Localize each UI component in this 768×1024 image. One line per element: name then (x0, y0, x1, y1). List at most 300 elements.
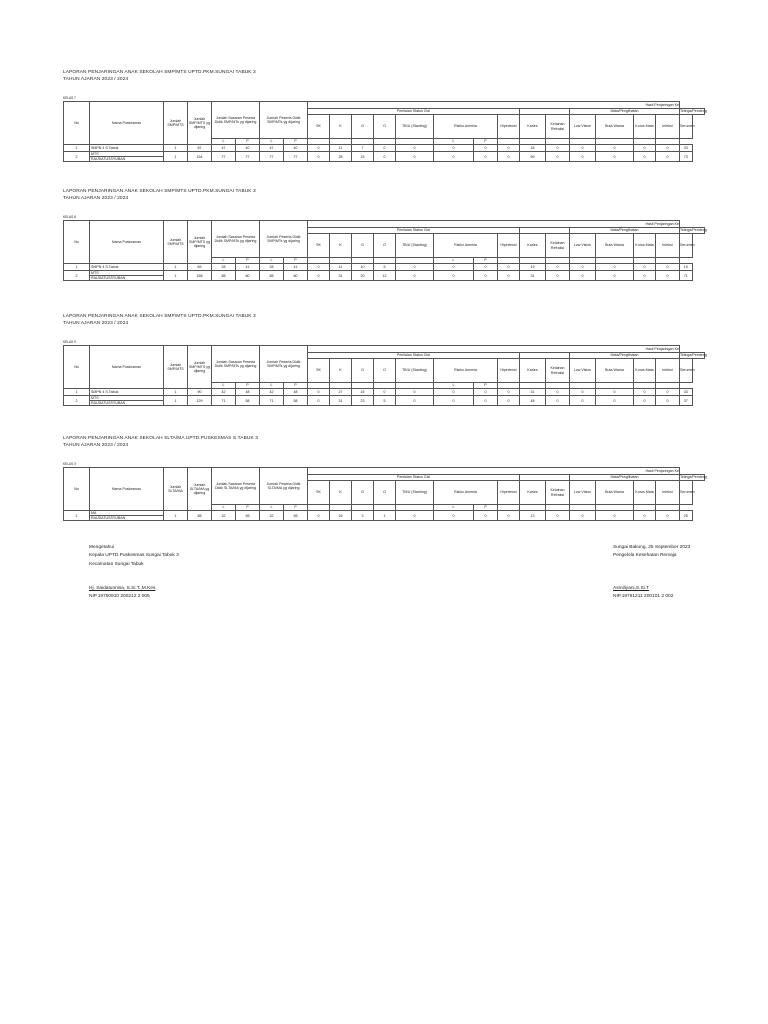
col-low-vision-header: Low Vision (570, 234, 596, 258)
row-pp: 77 (284, 152, 308, 162)
col-sk-header: SK (308, 234, 330, 258)
peserta-l-header: L (260, 505, 284, 511)
col-g-header: G (352, 115, 374, 139)
row-inf: 0 (656, 389, 680, 396)
row-kar: 31 (520, 389, 546, 396)
col-kurus-mata-header: Kurus Mata (634, 359, 656, 383)
hasil-header: Hasil Penjaringan Ke (308, 102, 680, 109)
row-sk: 0 (308, 511, 330, 521)
row-kel: 0 (546, 511, 570, 521)
col-kelainan-header: Kelainan Refraksi (546, 359, 570, 383)
row-sl: 77 (212, 152, 236, 162)
row-inf: 0 (656, 396, 680, 406)
telinga-header: Telinga/Pendeng (680, 475, 707, 480)
report-title: LAPORAN PENJARINGAN ANAK SEKOLAH SLTA/MA UPTD.PUSKESMAS S.TABUK 3 (63, 436, 258, 441)
row-o: 0 (374, 145, 396, 152)
row-pp: 40 (284, 145, 308, 152)
row-kel: 0 (546, 145, 570, 152)
row-sp: 56 (236, 511, 260, 521)
col-nama-header: Nama Puskesmas (90, 221, 164, 264)
sig-right-name: Asmiliyani,S.Si.T (613, 585, 649, 591)
row-ser: 19 (680, 264, 693, 271)
mata-header: Mata/Penglihatan (570, 475, 680, 481)
col-buta-warna-header: Buta Warna (596, 359, 634, 383)
row-ap: 0 (474, 271, 498, 281)
row-dijaring: 154 (188, 152, 212, 162)
col-peserta-header: Jumlah Peserta Didik SMP/MTs yg dijaring (260, 346, 308, 383)
row-sl: 47 (212, 145, 236, 152)
col-nama-header: Nama Puskesmas (90, 346, 164, 389)
row-nama: SMPN 4 S.Tabuk (90, 264, 164, 271)
telinga-header: Telinga/Pendeng (680, 109, 707, 114)
row-o: 5 (374, 396, 396, 406)
peserta-l-header: L (260, 139, 284, 145)
sig-left-nip: NIP.19750910 200212 2 005 (89, 594, 150, 600)
status-gizi-header: Penilaian Status Gizi (308, 228, 520, 234)
row-k: 11 (330, 264, 352, 271)
anemia-l-header: L (434, 258, 474, 264)
row-hip: 0 (498, 389, 520, 396)
col-karies-header: Karies (520, 359, 546, 383)
col-g-header: G (352, 359, 374, 383)
row-no: 2 (64, 271, 90, 281)
row-o: 12 (374, 271, 396, 281)
row-no: 1 (64, 511, 90, 521)
row-g: 15 (352, 152, 374, 162)
sasaran-l-header: L (212, 139, 236, 145)
row-nama (90, 396, 164, 406)
col-tbu-header: TB/U (Stanting) (396, 481, 434, 505)
row-no: 1 (64, 389, 90, 396)
report-table (63, 220, 705, 281)
row-g: 20 (352, 271, 374, 281)
col-o-header: O (374, 234, 396, 258)
table-row (64, 264, 705, 271)
col-low-vision-header: Low Vision (570, 481, 596, 505)
row-kur: 0 (634, 511, 656, 521)
row-kar: 13 (520, 511, 546, 521)
row-low: 0 (570, 396, 596, 406)
row-hip: 0 (498, 271, 520, 281)
col-buta-warna-header: Buta Warna (596, 115, 634, 139)
row-nama: SMPN 4 S.Tabuk (90, 389, 164, 396)
row-al: 0 (434, 396, 474, 406)
report-table (63, 345, 705, 406)
col-k-header: K (330, 234, 352, 258)
row-sk: 0 (308, 396, 330, 406)
row-pl: 77 (260, 152, 284, 162)
col-no-header: No (64, 346, 90, 389)
col-o-header: O (374, 481, 396, 505)
col-sasaran-header: Jumlah Sasaran Peserta Didik SMP/MTs yg dijaring (212, 346, 260, 383)
report-year: TAHUN AJARAN 2023 / 2024 (63, 320, 129, 326)
table-row (64, 271, 705, 281)
row-buta: 0 (596, 152, 634, 162)
row-tb: 0 (396, 396, 434, 406)
row-kar: 19 (520, 264, 546, 271)
row-low: 0 (570, 511, 596, 521)
kelas-label: KELAS 7 (63, 96, 76, 100)
row-hip: 0 (498, 152, 520, 162)
row-no: 1 (64, 145, 90, 152)
row-ser: 71 (680, 271, 693, 281)
row-no: 2 (64, 396, 90, 406)
col-hipertensi-header: Hipertensi (498, 115, 520, 139)
row-ap: 0 (474, 389, 498, 396)
row-sk: 0 (308, 152, 330, 162)
col-k-header: K (330, 115, 352, 139)
row-ser: 37 (680, 396, 693, 406)
col-kurus-mata-header: Kurus Mata (634, 115, 656, 139)
row-no: 2 (64, 152, 90, 162)
row-tb: 0 (396, 264, 434, 271)
row-buta: 0 (596, 511, 634, 521)
col-hipertensi-header: Hipertensi (498, 234, 520, 258)
col-sk-header: SK (308, 481, 330, 505)
status-gizi-header: Penilaian Status Gizi (308, 109, 520, 115)
sig-left-name: Hj. Saidatunnisa, S.Si.T.,M.Kes (89, 585, 156, 591)
col-karies-header: Karies (520, 115, 546, 139)
col-o-header: O (374, 359, 396, 383)
col-g-header: G (352, 234, 374, 258)
row-g: 7 (352, 145, 374, 152)
row-g: 15 (352, 389, 374, 396)
sig-left-line3: Kecamatan Sungai Tabuk (89, 561, 144, 567)
kelas-label: KELAS 8 (63, 215, 76, 219)
col-kurus-mata-header: Kurus Mata (634, 481, 656, 505)
row-inf: 0 (656, 264, 680, 271)
row-ser: 33 (680, 389, 693, 396)
sig-right-nip: NIP.19761211 200101 2 002 (613, 594, 674, 600)
sasaran-p-header: P (236, 505, 260, 511)
col-infeksi-header: Infeksi (656, 481, 680, 505)
table-row (64, 511, 705, 521)
row-pp: 56 (284, 511, 308, 521)
row-inf: 0 (656, 152, 680, 162)
row-kur: 0 (634, 264, 656, 271)
row-sl: 71 (212, 396, 236, 406)
anemia-p-header: P (474, 505, 498, 511)
row-no: 1 (64, 264, 90, 271)
anemia-l-header: L (434, 139, 474, 145)
row-tb: 0 (396, 271, 434, 281)
row-hip: 0 (498, 396, 520, 406)
report-year: TAHUN AJARAN 2023 / 2024 (63, 195, 129, 201)
anemia-p-header: P (474, 258, 498, 264)
row-al: 0 (434, 389, 474, 396)
row-al: 0 (434, 152, 474, 162)
row-hip: 0 (498, 264, 520, 271)
col-anemia-header: Risiko Anemia (434, 234, 498, 258)
col-no-header: No (64, 102, 90, 145)
sig-right-line2: Pengelola Kesehatan Remaja (613, 553, 677, 559)
row-g: 3 (352, 511, 374, 521)
row-kar: 59 (520, 152, 546, 162)
sasaran-l-header: L (212, 505, 236, 511)
report-table (63, 467, 705, 521)
row-sekolah: 1 (164, 396, 188, 406)
row-buta: 0 (596, 264, 634, 271)
col-no-header: No (64, 468, 90, 511)
anemia-p-header: P (474, 139, 498, 145)
col-anemia-header: Risiko Anemia (434, 115, 498, 139)
col-low-vision-header: Low Vision (570, 359, 596, 383)
row-nama-main: MA (91, 511, 97, 515)
col-serumen-header: Serumen (680, 359, 693, 383)
row-buta: 0 (596, 145, 634, 152)
report-year: TAHUN AJARAN 2023 / 2024 (63, 76, 129, 82)
col-peserta-header: Jumlah Peserta Didik SMP/MTs yg dijaring (260, 102, 308, 139)
report-title: LAPORAN PENJARINGAN ANAK SEKOLAH SMP/MTS UPTD.PKM.SUNGAI TABUK 3 (63, 189, 256, 194)
col-jumlah-sekolah-header: Jumlah SMP/MTS (164, 221, 188, 264)
row-g: 10 (352, 264, 374, 271)
row-tb: 0 (396, 152, 434, 162)
col-peserta-header: Jumlah Peserta Didik SLTA/MA yg dijaring (260, 468, 308, 505)
row-sp: 48 (236, 389, 260, 396)
col-nama-header: Nama Puskesmas (90, 102, 164, 145)
row-pl: 71 (260, 396, 284, 406)
row-sk: 0 (308, 145, 330, 152)
hasil-header: Hasil Penjaringan Ke (308, 468, 680, 475)
report-title: LAPORAN PENJARINGAN ANAK SEKOLAH SMP/MTS UPTD.PKM.SUNGAI TABUK 3 (63, 314, 256, 319)
row-kur: 0 (634, 389, 656, 396)
row-low: 0 (570, 145, 596, 152)
row-sekolah: 1 (164, 271, 188, 281)
sig-left-line2: Kepala UPTD.Puskesmas Sungai Tabuk 3 (89, 553, 179, 559)
row-low: 0 (570, 152, 596, 162)
peserta-p-header: P (284, 258, 308, 264)
row-kar: 48 (520, 396, 546, 406)
row-buta: 0 (596, 389, 634, 396)
anemia-p-header: P (474, 383, 498, 389)
row-ap: 0 (474, 152, 498, 162)
col-sk-header: SK (308, 359, 330, 383)
anemia-l-header: L (434, 383, 474, 389)
row-k: 31 (330, 396, 352, 406)
col-tbu-header: TB/U (Stanting) (396, 115, 434, 139)
row-buta: 0 (596, 271, 634, 281)
row-sk: 0 (308, 389, 330, 396)
col-karies-header: Karies (520, 481, 546, 505)
row-sl: 42 (212, 389, 236, 396)
row-dijaring: 88 (188, 511, 212, 521)
col-buta-warna-header: Buta Warna (596, 234, 634, 258)
row-inf: 0 (656, 145, 680, 152)
col-dijaring-header: Jumlah SMP/MTS yg dijaring (188, 221, 212, 264)
row-dijaring: 129 (188, 396, 212, 406)
row-pp: 48 (284, 389, 308, 396)
hasil-header: Hasil Penjaringan Ke (308, 346, 680, 353)
row-ser: 73 (680, 152, 693, 162)
row-k: 28 (330, 152, 352, 162)
col-k-header: K (330, 359, 352, 383)
col-infeksi-header: Infeksi (656, 115, 680, 139)
row-sekolah: 1 (164, 152, 188, 162)
row-sk: 0 (308, 264, 330, 271)
col-serumen-header: Serumen (680, 234, 693, 258)
col-kelainan-header: Kelainan Refraksi (546, 234, 570, 258)
row-ser: 25 (680, 511, 692, 521)
kelas-label: KELAS X (63, 462, 77, 466)
col-sk-header: SK (308, 115, 330, 139)
col-kurus-mata-header: Kurus Mata (634, 234, 656, 258)
sasaran-p-header: P (236, 383, 260, 389)
col-k-header: K (330, 481, 352, 505)
row-low: 0 (570, 271, 596, 281)
sig-right-line1: Sungai Bakung, 25 September 2023 (613, 545, 691, 550)
row-low: 0 (570, 264, 596, 271)
mata-header: Mata/Penglihatan (570, 353, 680, 359)
row-kur: 0 (634, 271, 656, 281)
row-sp: 77 (236, 152, 260, 162)
row-g: 23 (352, 396, 374, 406)
table-row (64, 389, 705, 396)
row-sp: 41 (236, 264, 260, 271)
row-hip: 0 (498, 145, 520, 152)
row-nama-main: MTS (91, 271, 99, 275)
table-row (64, 145, 705, 152)
row-k: 27 (330, 389, 352, 396)
row-k: 31 (330, 271, 352, 281)
row-hip: 0 (498, 511, 520, 521)
col-sasaran-header: Jumlah Sasaran Peserta Didik SLTA/MA yg dijaring (212, 468, 260, 505)
row-pl: 42 (260, 389, 284, 396)
peserta-l-header: L (260, 383, 284, 389)
row-nama (90, 511, 164, 521)
row-nama (90, 271, 164, 281)
table-row (64, 152, 705, 162)
row-nama-extra: RAUDATUSSYUBAN (90, 400, 163, 405)
hasil-header: Hasil Penjaringan Ke (308, 221, 680, 228)
row-al: 0 (434, 271, 474, 281)
col-sasaran-header: Jumlah Sasaran Peserta Didik SMP/MTs yg dijaring (212, 102, 260, 139)
row-kur: 0 (634, 396, 656, 406)
signature-right (613, 544, 690, 601)
col-nama-header: Nama Puskesmas (90, 468, 164, 511)
row-ap: 0 (474, 145, 498, 152)
col-anemia-header: Risiko Anemia (434, 359, 498, 383)
sasaran-p-header: P (236, 258, 260, 264)
col-kelainan-header: Kelainan Refraksi (546, 481, 570, 505)
anemia-l-header: L (434, 505, 474, 511)
row-nama: SMPN 4 S.Tabuk (90, 145, 164, 152)
peserta-l-header: L (260, 258, 284, 264)
mata-header: Mata/Penglihatan (570, 228, 680, 234)
col-hipertensi-header: Hipertensi (498, 359, 520, 383)
row-sp: 40 (236, 145, 260, 152)
sasaran-p-header: P (236, 139, 260, 145)
row-pp: 80 (284, 271, 308, 281)
row-sekolah: 1 (164, 264, 188, 271)
row-ser: 33 (680, 145, 693, 152)
table-row (64, 396, 705, 406)
row-o: 0 (374, 389, 396, 396)
col-hipertensi-header: Hipertensi (498, 481, 520, 505)
col-dijaring-header: Jumlah SMP/MTS yg dijaring (188, 102, 212, 145)
report-title: LAPORAN PENJARINGAN ANAK SEKOLAH SMP/MTS UPTD.PKM.SUNGAI TABUK 3 (63, 70, 256, 75)
row-pl: 88 (260, 271, 284, 281)
row-low: 0 (570, 389, 596, 396)
col-jumlah-sekolah-header: Jumlah SLTA/MA (164, 468, 188, 511)
col-g-header: G (352, 481, 374, 505)
row-kar: 31 (520, 271, 546, 281)
col-jumlah-sekolah-header: Jumlah SMP/MTS (164, 102, 188, 145)
row-tb: 0 (396, 511, 434, 521)
col-infeksi-header: Infeksi (656, 359, 680, 383)
row-o: 0 (374, 152, 396, 162)
telinga-header: Telinga/Pendeng (680, 228, 707, 233)
row-ap: 0 (474, 264, 498, 271)
row-tb: 0 (396, 145, 434, 152)
row-dijaring: 168 (188, 271, 212, 281)
row-sl: 28 (212, 264, 236, 271)
row-nama-main: MTS (91, 396, 99, 400)
row-ap: 0 (474, 396, 498, 406)
peserta-p-header: P (284, 139, 308, 145)
col-serumen-header: Serumen (680, 115, 693, 139)
col-serumen-header: Serumen (680, 481, 692, 505)
peserta-p-header: P (284, 383, 308, 389)
row-k: 11 (330, 145, 352, 152)
row-kel: 0 (546, 396, 570, 406)
status-gizi-header: Penilaian Status Gizi (308, 353, 520, 359)
col-low-vision-header: Low Vision (570, 115, 596, 139)
row-kur: 0 (634, 152, 656, 162)
row-o: 5 (374, 264, 396, 271)
col-o-header: O (374, 115, 396, 139)
row-kel: 0 (546, 152, 570, 162)
row-kel: 0 (546, 389, 570, 396)
row-pl: 47 (260, 145, 284, 152)
peserta-p-header: P (284, 505, 308, 511)
row-sekolah: 1 (164, 389, 188, 396)
row-ap: 0 (474, 511, 498, 521)
kelas-label: KELAS 9 (63, 340, 76, 344)
row-kar: 18 (520, 145, 546, 152)
col-buta-warna-header: Buta Warna (596, 481, 634, 505)
col-dijaring-header: Jumlah SLTA/MA yg dijaring (188, 468, 212, 511)
col-dijaring-header: Jumlah SMP/MTS yg dijaring (188, 346, 212, 389)
sasaran-l-header: L (212, 258, 236, 264)
col-kelainan-header: Kelainan Refraksi (546, 115, 570, 139)
row-inf: 0 (656, 271, 680, 281)
row-kel: 0 (546, 264, 570, 271)
col-anemia-header: Risiko Anemia (434, 481, 498, 505)
row-inf: 0 (656, 511, 680, 521)
row-dijaring: 90 (188, 389, 212, 396)
col-infeksi-header: Infeksi (656, 234, 680, 258)
row-nama-extra: RAUDATUSSYUBAN (90, 275, 163, 280)
row-kur: 0 (634, 145, 656, 152)
row-kel: 0 (546, 271, 570, 281)
row-al: 0 (434, 264, 474, 271)
row-o: 1 (374, 511, 396, 521)
row-sl: 88 (212, 271, 236, 281)
row-tb: 0 (396, 389, 434, 396)
row-sp: 80 (236, 271, 260, 281)
row-nama-extra: RAUDATUSSYUBAN (90, 515, 163, 520)
row-buta: 0 (596, 396, 634, 406)
col-tbu-header: TB/U (Stanting) (396, 234, 434, 258)
row-k: 16 (330, 511, 352, 521)
col-tbu-header: TB/U (Stanting) (396, 359, 434, 383)
row-nama (90, 152, 164, 162)
row-pl: 32 (260, 511, 284, 521)
sig-left-line1: Mengetahui (89, 545, 115, 550)
row-nama-main: MTS (91, 152, 99, 156)
row-dijaring: 87 (188, 145, 212, 152)
row-sl: 32 (212, 511, 236, 521)
